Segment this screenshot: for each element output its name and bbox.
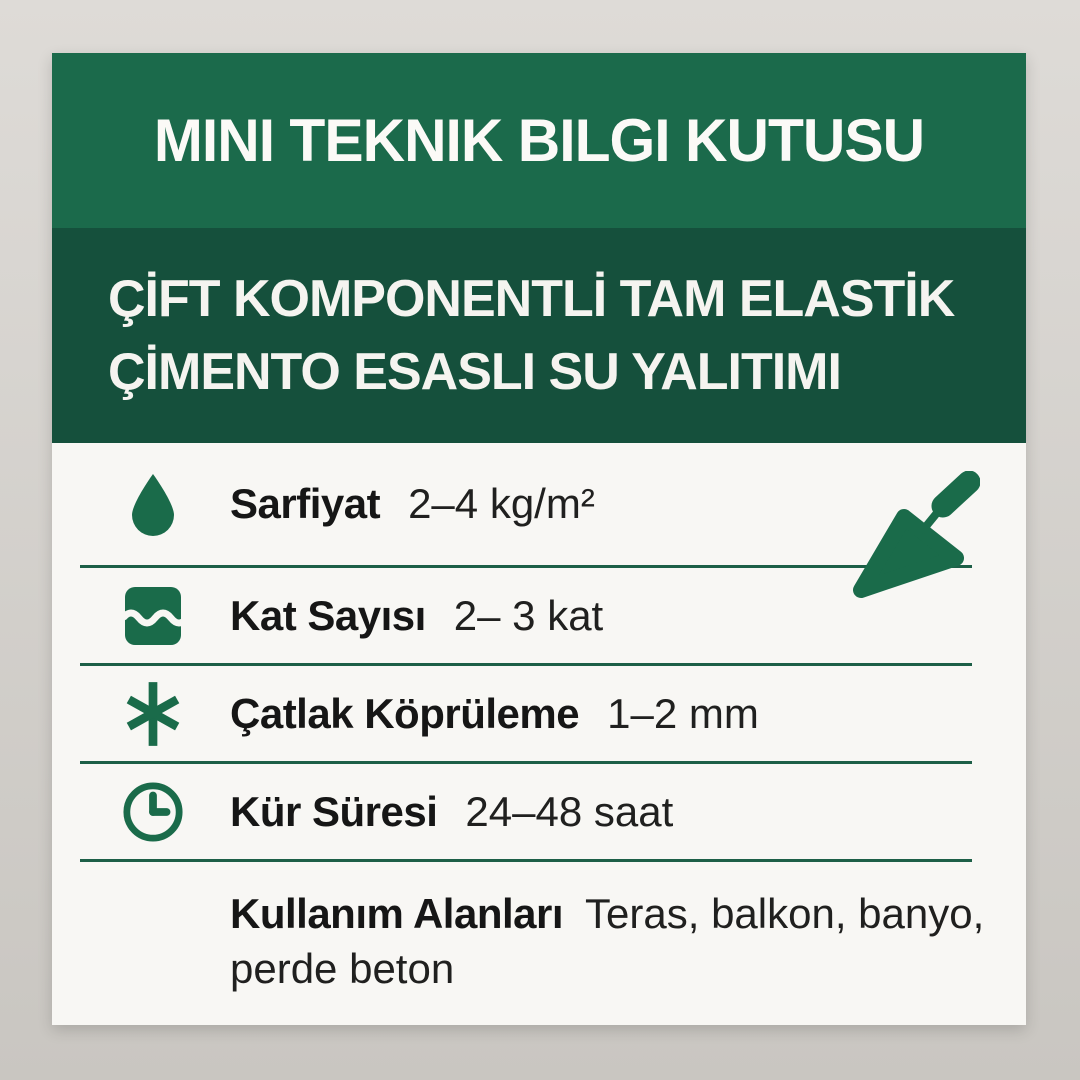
spec-label: Kullanım Alanları bbox=[230, 890, 564, 937]
spec-label: Kat Sayısı bbox=[230, 591, 426, 639]
subtitle-line-2: ÇİMENTO ESASLI SU YALITIMI bbox=[108, 342, 841, 401]
asterisk-icon bbox=[116, 681, 190, 747]
droplet-icon bbox=[116, 472, 190, 536]
spec-value: 2– 3 kat bbox=[453, 591, 604, 639]
layers-icon bbox=[116, 587, 190, 645]
spec-label: Sarfiyat bbox=[230, 480, 381, 527]
page-title: MINI TEKNIK BILGI KUTUSU bbox=[153, 107, 925, 174]
spec-value: 24–48 saat bbox=[465, 787, 674, 835]
card-header bbox=[52, 53, 1026, 228]
spec-value: 1–2 mm bbox=[607, 689, 759, 737]
spec-value: Teras, balkon, banyo, perde beton bbox=[230, 890, 985, 993]
card-body bbox=[52, 443, 1026, 1025]
spec-label: Çatlak Köprüleme bbox=[230, 689, 580, 737]
spec-row-kur-suresi bbox=[52, 764, 1026, 859]
subtitle-line-1: ÇİFT KOMPONENTLİ TAM ELASTİK bbox=[108, 269, 955, 328]
spec-value: 2–4 kg/m² bbox=[408, 480, 595, 527]
card-subheader bbox=[52, 228, 1026, 443]
spec-label: Kür Süresi bbox=[230, 787, 438, 835]
trowel-icon bbox=[840, 471, 980, 606]
spec-row-kullanim-alanlari bbox=[52, 862, 1026, 997]
spec-row-catlak-kopruleme bbox=[52, 666, 1026, 761]
clock-icon bbox=[116, 781, 190, 843]
info-card bbox=[52, 53, 1026, 1025]
